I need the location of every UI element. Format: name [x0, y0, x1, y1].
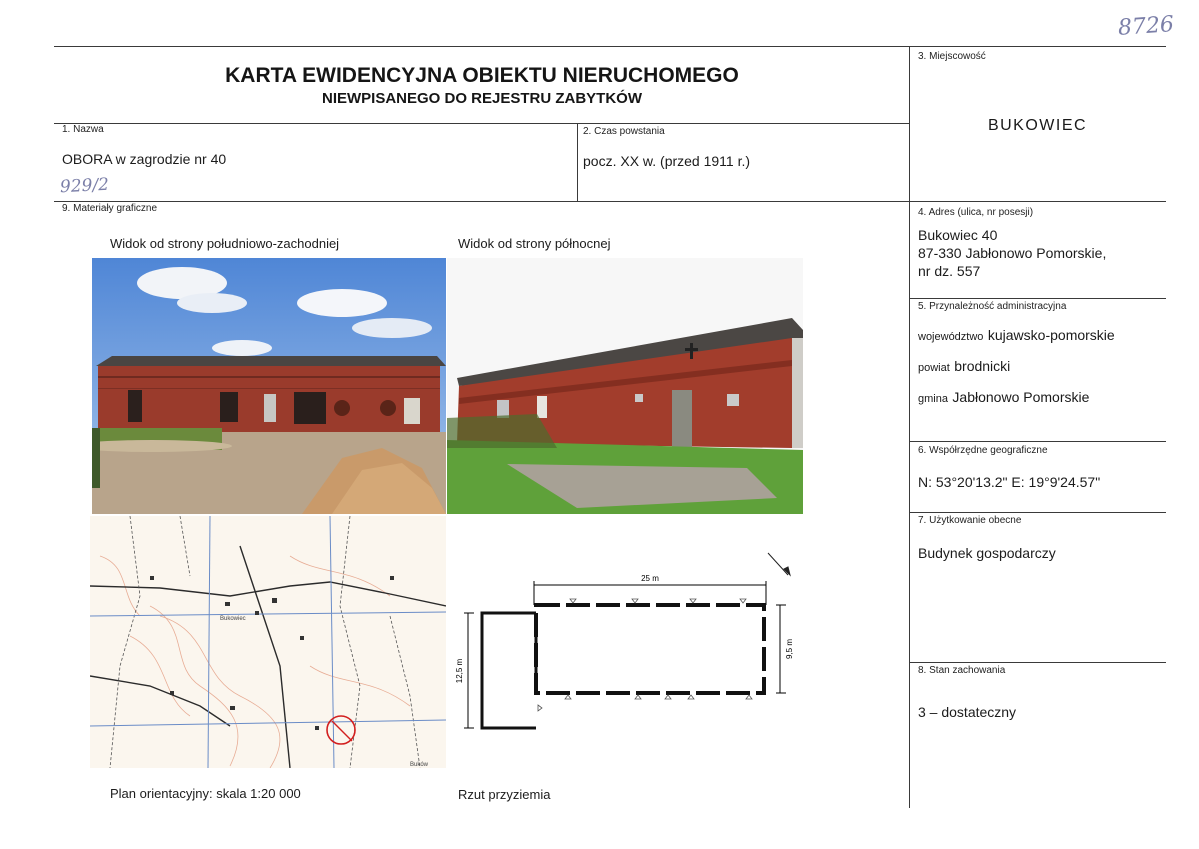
- address-line-3: nr dz. 557: [918, 263, 981, 279]
- admin-label: 5. Przynależność administracyjna: [918, 301, 1067, 312]
- county-row: [918, 358, 1010, 376]
- county-value: brodnicki: [954, 358, 1011, 374]
- top-border: [54, 46, 1166, 47]
- photo1-caption: Widok od strony południowo-zachodniej: [110, 236, 340, 251]
- voivodeship-row: [918, 327, 1115, 345]
- date-label: 2. Czas powstania: [583, 126, 665, 137]
- header-bottom-line: [54, 123, 910, 124]
- sep-7-8: [909, 662, 1166, 663]
- ground-floor-plan: [450, 545, 810, 745]
- map-label-corner: Buków: [410, 762, 429, 768]
- locality-value: BUKOWIEC: [987, 117, 1088, 134]
- usage-label: 7. Użytkowanie obecne: [918, 515, 1022, 526]
- map-label-village: Bukowiec: [220, 616, 246, 622]
- commune-prefix: gmina: [918, 393, 948, 405]
- name-label: 1. Nazwa: [62, 124, 104, 135]
- voivodeship-value: kujawsko-pomorskie: [987, 327, 1115, 343]
- graphics-top-line: [54, 201, 1166, 202]
- condition-value: 3 – dostateczny: [918, 704, 1017, 720]
- orientation-map: [90, 516, 446, 768]
- handwritten-note: 929/2: [59, 174, 110, 198]
- card-title: KARTA EWIDENCYJNA OBIEKTU NIERUCHOMEGO: [225, 64, 739, 87]
- date-value: pocz. XX w. (przed 1911 r.): [583, 153, 751, 169]
- plan-dimension-inner: 9,5 m: [785, 638, 794, 660]
- coords-label: 6. Współrzędne geograficzne: [918, 445, 1048, 456]
- right-column-divider: [909, 46, 910, 808]
- condition-label: 8. Stan zachowania: [918, 665, 1006, 676]
- commune-value: Jabłonowo Pomorskie: [952, 389, 1090, 405]
- inventory-number-note: 8726: [1117, 12, 1175, 41]
- plan-dimension-length: 25 m: [641, 574, 659, 583]
- locality-label: 3. Miejscowość: [918, 51, 986, 62]
- voivodeship-prefix: województwo: [918, 331, 984, 343]
- commune-row: [918, 389, 1089, 407]
- plan-dimension-depth: 12,5 m: [455, 658, 464, 684]
- map-caption: Plan orientacyjny: skala 1:20 000: [110, 786, 301, 801]
- address-label: 4. Adres (ulica, nr posesji): [918, 207, 1034, 218]
- photo-southwest-view: [92, 258, 446, 514]
- plan-caption: Rzut przyziemia: [458, 787, 551, 802]
- county-prefix: powiat: [918, 362, 950, 374]
- name-value: OBORA w zagrodzie nr 40: [62, 151, 227, 167]
- address-line-2: 87-330 Jabłonowo Pomorskie,: [918, 245, 1107, 261]
- address-line-1: Bukowiec 40: [918, 227, 998, 243]
- sep-4-5: [909, 298, 1166, 299]
- coords-value: N: 53°20'13.2" E: 19°9'24.57": [918, 474, 1101, 490]
- photo2-caption: Widok od strony północnej: [458, 236, 611, 251]
- name-date-divider: [577, 123, 578, 201]
- graphics-label: 9. Materiały graficzne: [62, 203, 158, 214]
- sep-5-6: [909, 441, 1166, 442]
- sep-6-7: [909, 512, 1166, 513]
- card-subtitle: NIEWPISANEGO DO REJESTRU ZABYTKÓW: [321, 90, 643, 107]
- photo-north-view: [447, 258, 803, 514]
- usage-value: Budynek gospodarczy: [918, 545, 1056, 561]
